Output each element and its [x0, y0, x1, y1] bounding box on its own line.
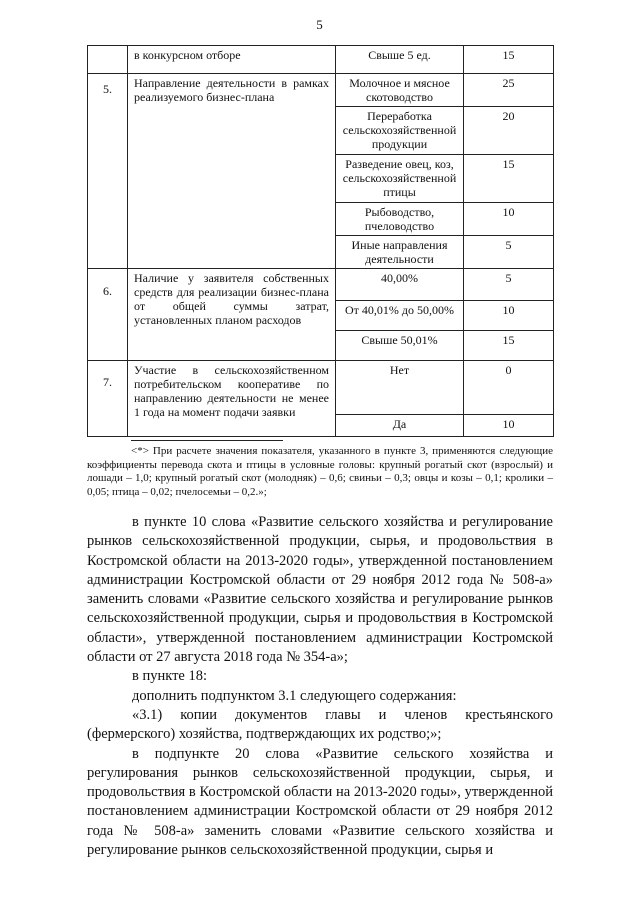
table-row: [88, 269, 554, 301]
body-paragraph: дополнить подпунктом 3.1 следующего содержания:: [132, 687, 457, 704]
option-label: Молочное и мясное скотоводство: [336, 74, 464, 107]
option-label: Свыше 5 ед.: [336, 46, 464, 74]
option-points: 10: [464, 203, 554, 236]
body-paragraph: в пункте 18:: [132, 668, 208, 685]
option-points: 15: [464, 155, 554, 203]
footnote-divider: [131, 440, 283, 441]
row-number: 5.: [88, 74, 128, 269]
option-label: Иные направления деятельности: [336, 236, 464, 269]
option-points: 15: [464, 331, 554, 361]
table-row: [88, 74, 554, 107]
option-points: 25: [464, 74, 554, 107]
document-body: [87, 513, 553, 860]
criterion-text: Наличие у заявителя собственных средств для реализации бизнес-плана от общей суммы затрат, установленных планом расходов: [128, 269, 336, 361]
option-points: 5: [464, 236, 554, 269]
row-number: 6.: [88, 269, 128, 361]
option-points: 0: [464, 361, 554, 415]
footnote-text: <*> При расчете значения показателя, указанного в пункте 3, применяются следующие коэффициенты перевода скота и птицы в условные головы: крупный рогатый скот (взрослый) и лошади – 1,0; крупный рогатый скот (молодняк) – 0,6; свиньи – 0,3; овцы и козы – 0,1; кролики – 0,05; птица – 0,02; пчелосемьи – 0,2.»;: [87, 445, 553, 498]
body-paragraph: «3.1) копии документов главы и членов крестьянского (фермерского) хозяйства, подтверждающих их родство;»;: [87, 706, 553, 743]
option-label: Свыше 50,01%: [336, 331, 464, 361]
body-paragraph: в пункте 10 слова «Развитие сельского хозяйства и регулирование рынков сельскохозяйственной продукции, сырья, и продовольствия в Костромской области на 2013-2020 годы», утвержденной постановлением администрации Костромской области от 29 ноября 2012 года № 508-а» заменить словами «Развитие сельского хозяйства и регулирование рынков сельскохозяйственной продукции, сырья и продовольствия в Костромской области», утвержденной постановлением администрации Костромской области от 27 августа 2018 года № 354-а»;: [87, 514, 553, 666]
option-points: 5: [464, 269, 554, 301]
row-number: 7.: [88, 361, 128, 437]
criterion-text: Направление деятельности в рамках реализуемого бизнес-плана: [128, 74, 336, 269]
option-label: 40,00%: [336, 269, 464, 301]
option-label: Переработка сельскохозяйственной продукции: [336, 107, 464, 155]
option-label: Рыбоводство, пчеловодство: [336, 203, 464, 236]
option-label: Разведение овец, коз, сельскохозяйственной птицы: [336, 155, 464, 203]
option-label: От 40,01% до 50,00%: [336, 301, 464, 331]
row-number: [88, 46, 128, 74]
option-label: Да: [336, 415, 464, 437]
page-number: 5: [316, 17, 323, 32]
table-row: [88, 46, 554, 74]
criteria-table: [87, 45, 554, 437]
option-points: 20: [464, 107, 554, 155]
criterion-text: в конкурсном отборе: [128, 46, 336, 74]
table-row: [88, 361, 554, 415]
option-points: 15: [464, 46, 554, 74]
option-points: 10: [464, 415, 554, 437]
body-paragraph: в подпункте 20 слова «Развитие сельского хозяйства и регулирования рынков сельскохозяйственной продукции, сырья, и продовольствия в Костромской области на 2013-2020 годы», утвержденной постановлением администрации Костромской области от 29 ноября 2012 года № 508-а» заменить словами «Развитие сельского хозяйства и регулирование рынков сельскохозяйственной продукции, сырья и: [87, 745, 553, 859]
criterion-text: Участие в сельскохозяйственном потребительском кооперативе по направлению деятельности не менее 1 года на момент подачи заявки: [128, 361, 336, 437]
option-points: 10: [464, 301, 554, 331]
option-label: Нет: [336, 361, 464, 415]
